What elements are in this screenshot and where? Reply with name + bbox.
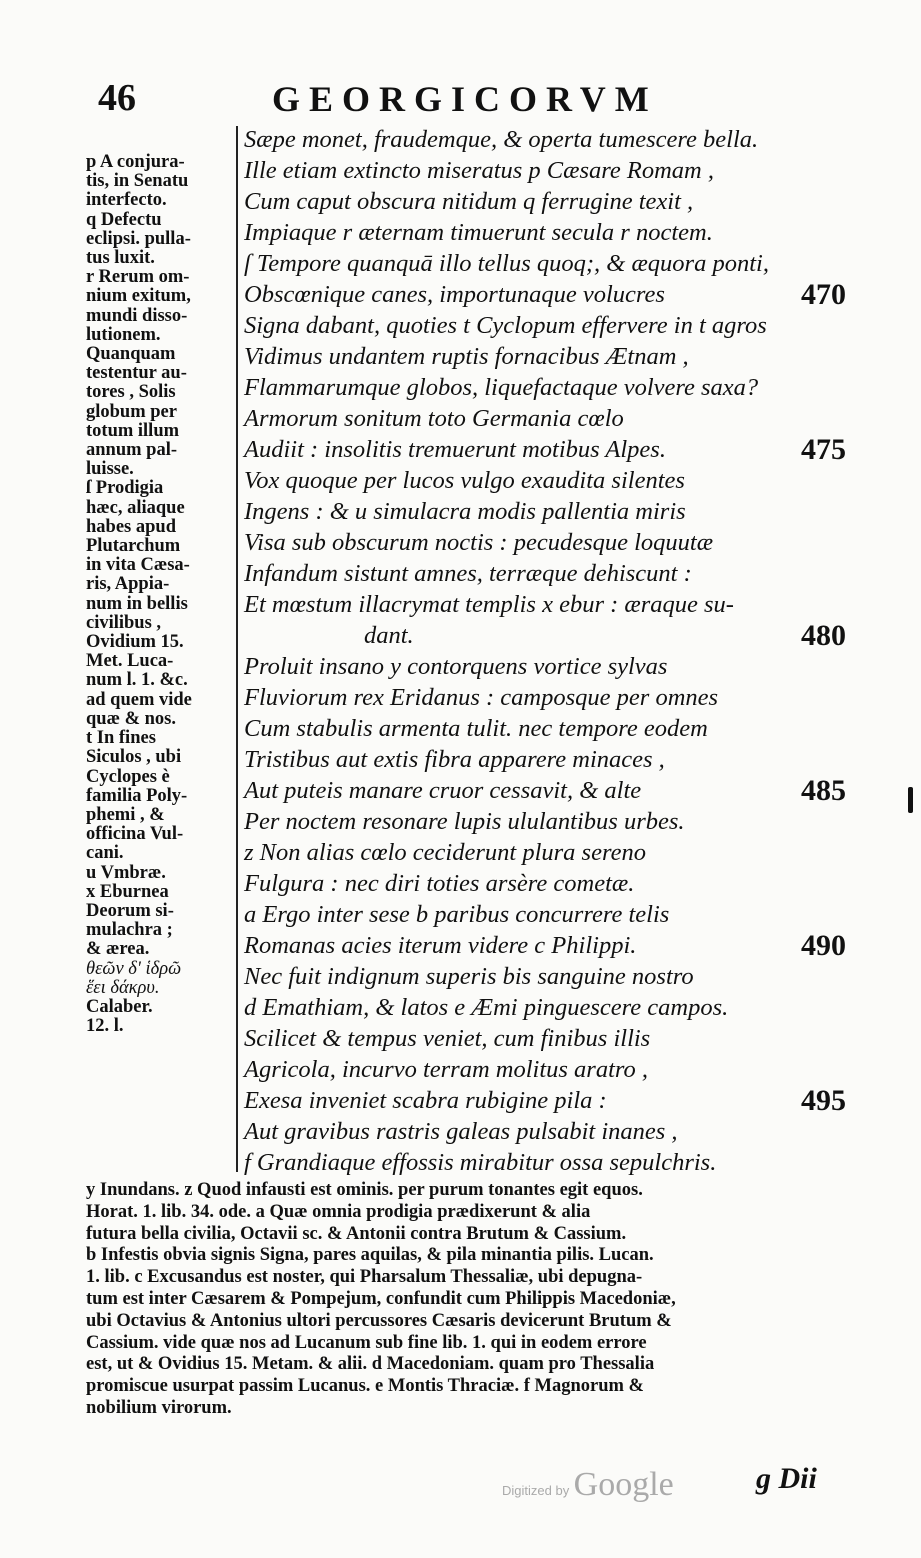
- footnote-line: y Inundans. z Quod infausti est ominis. per purum tonantes egit equos.: [86, 1180, 643, 1200]
- gloss-line: θεῶν δ' ἱδρῶ: [86, 959, 182, 979]
- line-number: 490: [801, 929, 846, 962]
- footnote-line: Horat. 1. lib. 34. ode. a Quæ omnia prodigia prædixerunt & alia: [86, 1201, 591, 1222]
- gloss-line: Siculos , ubi: [86, 748, 182, 768]
- verse-text: Cum caput obscura nitidum q ferrugine texit ,: [244, 188, 694, 215]
- line-number: 470: [801, 278, 846, 311]
- gloss-line: tus luxit.: [86, 249, 155, 269]
- verse-text: Nec fuit indignum superis bis sanguine nostro: [244, 963, 694, 990]
- verse-text: Flammarumque globos, liquefactaque volvere saxa?: [244, 374, 759, 401]
- footnote-line: promiscue usurpat passim Lucanus. e Montis Thraciæ. f Magnorum &: [86, 1376, 644, 1397]
- line-number: 495: [801, 1084, 846, 1117]
- page-number: 46: [98, 77, 136, 119]
- gloss-line: officina Vul-: [86, 825, 184, 845]
- verse-text: Agricola, incurvo terram molitus aratro ,: [244, 1056, 649, 1083]
- verse-text: Fulgura : nec diri toties arsère cometæ.: [244, 870, 635, 897]
- gloss-line: phemi , &: [86, 805, 165, 825]
- verse-text: Audiit : insolitis tremuerunt motibus Alpes.: [244, 436, 666, 463]
- verse-line: [244, 465, 856, 496]
- verse-line: [244, 217, 856, 248]
- gloss-line: x Eburnea: [86, 882, 169, 902]
- running-head: GEORGICORVM: [272, 79, 658, 119]
- verse-text: Impiaque r æternam timuerunt secula r noctem.: [244, 219, 713, 246]
- verse-text: Scilicet & tempus veniet, cum finibus illis: [244, 1025, 651, 1052]
- verse-text: Armorum sonitum toto Germania cœlo: [244, 405, 624, 432]
- gloss-line: interfecto.: [86, 191, 167, 211]
- verse-line: [244, 713, 856, 744]
- gloss-line: hæc, aliaque: [86, 498, 185, 518]
- verse-line: [244, 496, 856, 527]
- gloss-line: ſ Prodigia: [86, 479, 164, 499]
- verse-text: Signa dabant, quoties t Cyclopum effervere in t agros: [244, 312, 767, 339]
- gloss-line: & ærea.: [86, 940, 150, 960]
- verse-text: dant.: [364, 622, 414, 649]
- verse-line: [244, 310, 856, 341]
- verse-line: [244, 1116, 856, 1147]
- verse-text: Tristibus aut extis fibra apparere minaces ,: [244, 746, 665, 773]
- gloss-line: eclipsi. pulla-: [86, 229, 191, 249]
- footnote-line: 1. lib. c Excusandus est noster, qui Pharsalum Thessaliæ, ubi depugna-: [86, 1267, 643, 1288]
- verse-line: [244, 341, 856, 372]
- gloss-line: Ovidium 15.: [86, 633, 184, 653]
- verse-line: [244, 744, 856, 775]
- verse-text: Infandum sistunt amnes, terræque dehiscunt :: [244, 560, 692, 587]
- gloss-line: familia Poly-: [86, 786, 188, 806]
- footnotes: [86, 1180, 838, 1420]
- verse-line: [244, 1085, 856, 1116]
- google-logo: Google: [573, 1466, 674, 1503]
- verse-line: [244, 868, 856, 899]
- verse-text: f Grandiaque effossis mirabitur ossa sepulchris.: [244, 1149, 717, 1176]
- footnote-line: tum est inter Cæsarem & Pompejum, confundit cum Philippis Macedoniæ,: [86, 1288, 676, 1309]
- verse-line: [244, 1147, 856, 1178]
- verse-text: Vox quoque per lucos vulgo exaudita silentes: [244, 467, 685, 494]
- gloss-line: Calaber.: [86, 997, 153, 1017]
- verse-line: [244, 372, 856, 403]
- verse-column: [244, 124, 856, 1178]
- gloss-line: tis, in Senatu: [86, 172, 189, 192]
- verse-line: [244, 1023, 856, 1054]
- gloss-line: p A conjura-: [86, 153, 185, 172]
- column-rule: [236, 126, 238, 1172]
- line-number: 475: [801, 433, 846, 466]
- gloss-line: tores , Solis: [86, 383, 176, 403]
- gloss-line: mundi disso-: [86, 306, 188, 326]
- verse-text: Per noctem resonare lupis ululantibus urbes.: [244, 808, 685, 835]
- gloss-line: nium exitum,: [86, 287, 191, 307]
- gloss-line: t In fines: [86, 729, 156, 749]
- verse-text: Et mœstum illacrymat templis x ebur : æraque su-: [244, 591, 734, 618]
- verse-line: [244, 248, 856, 279]
- gloss-line: Deorum si-: [86, 901, 174, 921]
- verse-text: Cum stabulis armenta tulit. nec tempore eodem: [244, 715, 708, 742]
- verse-line: [244, 186, 856, 217]
- footnote-line: ubi Octavius & Antonius ultori percussores Cæsaris devicerunt Brutum &: [86, 1310, 672, 1331]
- gloss-line: annum pal-: [86, 441, 177, 461]
- verse-line: [244, 589, 856, 620]
- verse-line: [244, 899, 856, 930]
- verse-line: [244, 124, 856, 155]
- verse-line: [244, 775, 856, 806]
- gloss-line: ad quem vide: [86, 690, 192, 710]
- verse-line: [244, 930, 856, 961]
- gloss-line: ἕει δάκρυ.: [86, 978, 160, 998]
- footnote-line: Cassium. vide quæ nos ad Lucanum sub fine lib. 1. qui in eodem errore: [86, 1332, 647, 1353]
- margin-mark: [908, 787, 913, 813]
- verse-line: [244, 620, 856, 651]
- gloss-line: Met. Luca-: [86, 652, 174, 672]
- gloss-line: Plutarchum: [86, 537, 181, 557]
- gloss-line: ris, Appia-: [86, 575, 170, 595]
- verse-text: d Emathiam, & latos e Æmi pinguescere campos.: [244, 994, 729, 1021]
- verse-line: [244, 837, 856, 868]
- gloss-line: globum per: [86, 402, 177, 422]
- verse-text: Ille etiam extincto miseratus p Cæsare Romam ,: [244, 157, 714, 184]
- verse-text: Sæpe monet, fraudemque, & operta tumescere bella.: [244, 126, 759, 153]
- verse-text: Proluit insano y contorquens vortice sylvas: [244, 653, 668, 680]
- verse-line: [244, 682, 856, 713]
- gloss-line: totum illum: [86, 421, 180, 441]
- verse-text: Aut puteis manare cruor cessavit, & alte: [244, 777, 642, 804]
- verse-line: [244, 806, 856, 837]
- verse-line: [244, 279, 856, 310]
- gloss-line: u Vmbræ.: [86, 863, 166, 883]
- verse-text: Vidimus undantem ruptis fornacibus Ætnam ,: [244, 343, 689, 370]
- gloss-line: lutionem.: [86, 325, 161, 345]
- footnote-line: b Infestis obvia signis Signa, pares aquilas, & pila minantia pilis. Lucan.: [86, 1245, 654, 1266]
- verse-text: Ingens : & u simulacra modis pallentia miris: [244, 498, 686, 525]
- gloss-line: r Rerum om-: [86, 268, 190, 288]
- gloss-line: Cyclopes è: [86, 767, 170, 787]
- verse-text: Aut gravibus rastris galeas pulsabit inanes ,: [244, 1118, 678, 1145]
- verse-line: [244, 651, 856, 682]
- line-number: 485: [801, 774, 846, 807]
- gloss-line: civilibus ,: [86, 613, 162, 633]
- verse-line: [244, 434, 856, 465]
- gloss-line: testentur au-: [86, 364, 187, 384]
- footnote-line: nobilium virorum.: [86, 1397, 232, 1418]
- verse-line: [244, 961, 856, 992]
- verse-line: [244, 1054, 856, 1085]
- digitized-mark: [502, 1466, 674, 1504]
- verse-text: Fluviorum rex Eridanus : camposque per omnes: [244, 684, 719, 711]
- gloss-line: cani.: [86, 844, 124, 864]
- verse-line: [244, 527, 856, 558]
- verse-text: Exesa inveniet scabra rubigine pila :: [244, 1087, 607, 1114]
- gloss-line: q Defectu: [86, 210, 162, 230]
- gloss-line: num l. 1. &c.: [86, 671, 188, 691]
- gloss-line: luisse.: [86, 460, 134, 480]
- footnote-line: futura bella civilia, Octavii sc. & Antonii contra Brutum & Cassium.: [86, 1223, 627, 1244]
- verse-text: z Non alias cœlo ceciderunt plura sereno: [244, 839, 646, 866]
- verse-text: Visa sub obscurum noctis : pecudesque loquutæ: [244, 529, 714, 556]
- gloss-line: in vita Cæsa-: [86, 556, 190, 576]
- gloss-line: 12. l.: [86, 1017, 124, 1037]
- verse-line: [244, 992, 856, 1023]
- verse-text: ſ Tempore quanquā illo tellus quoq;, & æquora ponti,: [244, 250, 769, 277]
- gloss-line: habes apud: [86, 517, 176, 537]
- gloss-line: Quanquam: [86, 345, 176, 365]
- gloss-line: num in bellis: [86, 594, 188, 614]
- verse-line: [244, 558, 856, 589]
- verse-text: Romanas acies iterum videre c Philippi.: [244, 932, 637, 959]
- digitized-by-text: Digitized by: [502, 1483, 570, 1498]
- marginal-gloss: [86, 153, 236, 1036]
- verse-text: a Ergo inter sese b paribus concurrere telis: [244, 901, 670, 928]
- footnote-line: est, ut & Ovidius 15. Metam. & alii. d Macedoniam. quam pro Thessalia: [86, 1354, 655, 1375]
- verse-line: [244, 403, 856, 434]
- gloss-line: quæ & nos.: [86, 709, 176, 729]
- gloss-line: mulachra ;: [86, 921, 173, 941]
- verse-line: [244, 155, 856, 186]
- line-number: 480: [801, 619, 846, 652]
- verse-text: Obscœnique canes, importunaque volucres: [244, 281, 665, 308]
- catchword: g Dii: [756, 1462, 817, 1495]
